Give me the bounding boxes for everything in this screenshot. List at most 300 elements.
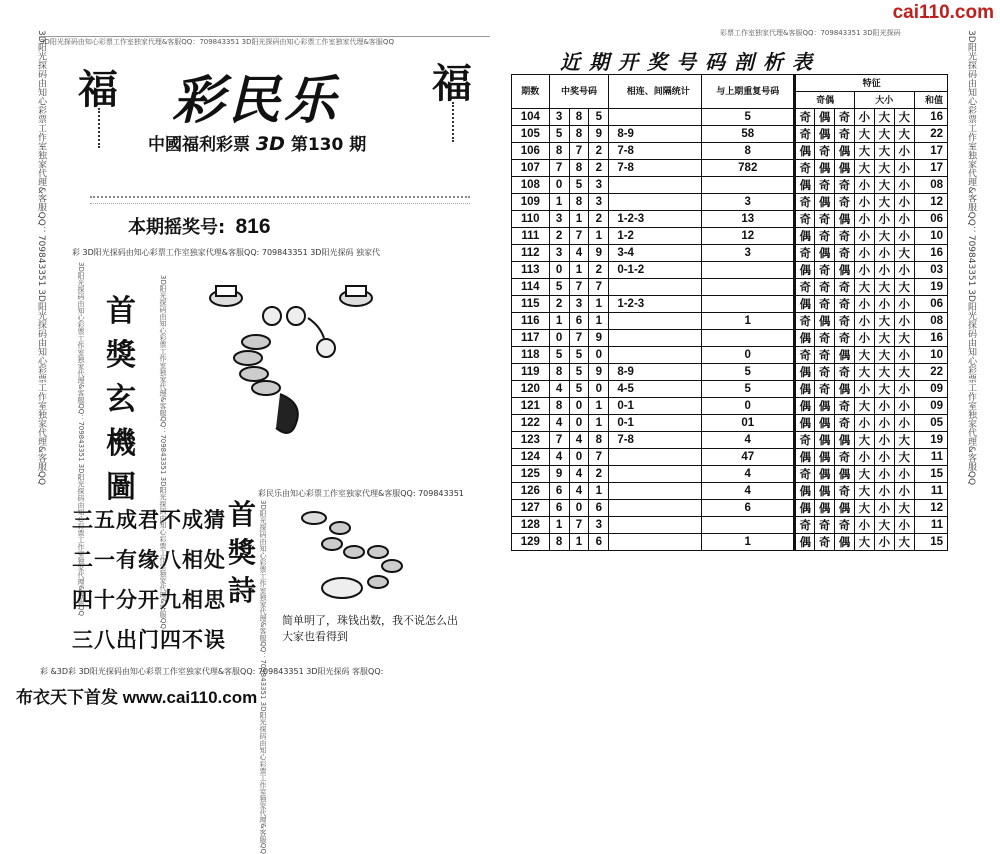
period-cell: 118 [512, 347, 550, 364]
period-cell: 108 [512, 177, 550, 194]
odd-even-cell: 奇 [835, 398, 855, 415]
repeat-cell [702, 177, 795, 194]
big-small-cell: 大 [894, 245, 914, 262]
odd-even-cell: 偶 [815, 398, 835, 415]
period-cell: 110 [512, 211, 550, 228]
big-small-cell: 小 [854, 262, 874, 279]
table-row [512, 262, 948, 279]
draw-analysis-table [511, 74, 948, 551]
poem-note: 简单明了，珠钱出数，我不说怎么出大家也看得到 [282, 614, 458, 643]
sum-cell: 17 [914, 143, 947, 160]
table-row [512, 296, 948, 313]
odd-even-cell: 偶 [815, 160, 835, 177]
big-small-cell: 小 [854, 330, 874, 347]
ad-line-mid: 彩 3D阳光探码由知心彩票工作室独家代理&客服QQ: 709843351 3D阳光探码 独家代 [72, 248, 381, 257]
period-cell: 104 [512, 109, 550, 126]
number-digit-cell: 7 [549, 432, 569, 449]
big-small-cell: 小 [894, 517, 914, 534]
col-features-header: 特征 [795, 75, 948, 92]
big-small-cell: 小 [894, 398, 914, 415]
number-digit-cell: 0 [549, 262, 569, 279]
number-digit-cell: 4 [549, 449, 569, 466]
big-small-cell: 大 [874, 177, 894, 194]
sum-cell: 06 [914, 296, 947, 313]
odd-even-cell: 奇 [835, 279, 855, 296]
number-digit-cell: 1 [589, 398, 609, 415]
big-small-cell: 小 [894, 160, 914, 177]
odd-even-cell: 偶 [795, 262, 815, 279]
big-small-cell: 大 [854, 534, 874, 551]
big-small-cell: 大 [894, 330, 914, 347]
odd-even-cell: 偶 [835, 534, 855, 551]
big-small-cell: 小 [854, 109, 874, 126]
number-digit-cell: 4 [569, 483, 589, 500]
odd-even-cell: 偶 [795, 364, 815, 381]
table-row [512, 517, 948, 534]
consecutive-cell [609, 313, 702, 330]
divider-dotted [90, 196, 470, 204]
odd-even-cell: 偶 [835, 160, 855, 177]
period-cell: 109 [512, 194, 550, 211]
draw-label: 本期摇奖号: [128, 217, 226, 238]
big-small-cell: 大 [854, 398, 874, 415]
big-small-cell: 小 [854, 177, 874, 194]
number-digit-cell: 4 [569, 432, 589, 449]
number-digit-cell: 0 [569, 398, 589, 415]
odd-even-cell: 奇 [835, 330, 855, 347]
odd-even-cell: 奇 [795, 160, 815, 177]
number-digit-cell: 1 [589, 415, 609, 432]
poem-vertical-ad: 3D阳光探码由知心彩票工作室独家代理&客服QQ：709843351 3D阳光探码由知心彩票工作室独家代理&客服QQ [259, 500, 267, 854]
table-row [512, 126, 948, 143]
big-small-cell: 小 [894, 143, 914, 160]
big-small-cell: 大 [894, 449, 914, 466]
odd-even-cell: 偶 [795, 398, 815, 415]
big-small-cell: 小 [894, 415, 914, 432]
table-row [512, 109, 948, 126]
consecutive-cell [609, 347, 702, 364]
repeat-cell: 12 [702, 228, 795, 245]
odd-even-cell: 偶 [815, 483, 835, 500]
big-small-cell: 小 [854, 228, 874, 245]
odd-even-cell: 偶 [815, 313, 835, 330]
fu-character-left: 福 [78, 66, 118, 113]
number-digit-cell: 1 [589, 296, 609, 313]
sum-cell: 08 [914, 177, 947, 194]
odd-even-cell: 奇 [795, 211, 815, 228]
period-cell: 114 [512, 279, 550, 296]
big-small-cell: 大 [894, 279, 914, 296]
sum-cell: 12 [914, 500, 947, 517]
col-big-small-header: 大小 [854, 92, 914, 109]
big-small-cell: 小 [854, 194, 874, 211]
odd-even-cell: 偶 [795, 483, 815, 500]
table-row [512, 398, 948, 415]
consecutive-cell: 1-2-3 [609, 296, 702, 313]
consecutive-cell [609, 534, 702, 551]
number-digit-cell: 8 [589, 432, 609, 449]
number-digit-cell: 8 [549, 398, 569, 415]
period-cell: 122 [512, 415, 550, 432]
number-digit-cell: 5 [569, 364, 589, 381]
repeat-cell: 3 [702, 194, 795, 211]
odd-even-cell: 偶 [815, 500, 835, 517]
big-small-cell: 小 [894, 296, 914, 313]
repeat-cell [702, 262, 795, 279]
big-small-cell: 小 [894, 177, 914, 194]
odd-even-cell: 偶 [795, 381, 815, 398]
odd-even-cell: 奇 [815, 279, 835, 296]
number-digit-cell: 6 [569, 313, 589, 330]
number-digit-cell: 6 [589, 500, 609, 517]
number-digit-cell: 2 [589, 160, 609, 177]
big-small-cell: 大 [854, 466, 874, 483]
number-digit-cell: 3 [589, 517, 609, 534]
sum-cell: 19 [914, 279, 947, 296]
period-cell: 123 [512, 432, 550, 449]
table-row [512, 449, 948, 466]
odd-even-cell: 奇 [795, 432, 815, 449]
sum-cell: 08 [914, 313, 947, 330]
table-row [512, 534, 948, 551]
odd-even-cell: 偶 [795, 415, 815, 432]
odd-even-cell: 偶 [795, 228, 815, 245]
number-digit-cell: 0 [569, 449, 589, 466]
sum-cell: 11 [914, 483, 947, 500]
repeat-cell [702, 296, 795, 313]
big-small-cell: 小 [854, 517, 874, 534]
period-cell: 120 [512, 381, 550, 398]
big-small-cell: 小 [874, 262, 894, 279]
number-digit-cell: 1 [569, 534, 589, 551]
number-digit-cell: 3 [589, 194, 609, 211]
number-digit-cell: 3 [589, 177, 609, 194]
big-small-cell: 大 [874, 143, 894, 160]
consecutive-cell [609, 466, 702, 483]
number-digit-cell: 7 [569, 279, 589, 296]
big-small-cell: 大 [894, 500, 914, 517]
number-digit-cell: 5 [569, 347, 589, 364]
poem-title: 首 獎 詩 [228, 498, 257, 607]
sum-cell: 17 [914, 160, 947, 177]
big-small-cell: 大 [874, 160, 894, 177]
big-small-cell: 大 [874, 279, 894, 296]
consecutive-cell: 3-4 [609, 245, 702, 262]
odd-even-cell: 奇 [835, 109, 855, 126]
number-digit-cell: 3 [549, 245, 569, 262]
big-small-cell: 小 [854, 415, 874, 432]
big-small-cell: 小 [874, 483, 894, 500]
right-ad-strip: 3D阳光探码由知心彩票工作室独家代理&客服QQ：709843351 3D阳光探码由知心彩票工作室独家代理&客服QQ [966, 30, 976, 486]
poem-line: 三五成君不成猜 [72, 508, 226, 532]
table-row [512, 245, 948, 262]
big-small-cell: 小 [894, 262, 914, 279]
odd-even-cell: 奇 [835, 415, 855, 432]
number-digit-cell: 0 [569, 415, 589, 432]
col-number-header: 中奖号码 [549, 75, 609, 109]
big-small-cell: 小 [854, 381, 874, 398]
period-cell: 124 [512, 449, 550, 466]
number-digit-cell: 1 [569, 211, 589, 228]
sum-cell: 12 [914, 194, 947, 211]
sum-cell: 06 [914, 211, 947, 228]
consecutive-cell [609, 500, 702, 517]
big-small-cell: 小 [894, 313, 914, 330]
period-cell: 126 [512, 483, 550, 500]
odd-even-cell: 奇 [835, 483, 855, 500]
subtitle-game: 3D [255, 133, 285, 155]
puzzle-figure-icon [196, 278, 466, 458]
number-digit-cell: 4 [569, 466, 589, 483]
odd-even-cell: 偶 [835, 466, 855, 483]
consecutive-cell: 1-2 [609, 228, 702, 245]
repeat-cell [702, 330, 795, 347]
odd-even-cell: 奇 [835, 449, 855, 466]
odd-even-cell: 奇 [795, 279, 815, 296]
number-digit-cell: 1 [589, 313, 609, 330]
number-digit-cell: 6 [549, 500, 569, 517]
consecutive-cell: 4-5 [609, 381, 702, 398]
number-digit-cell: 7 [569, 330, 589, 347]
repeat-cell: 1 [702, 534, 795, 551]
odd-even-cell: 偶 [835, 262, 855, 279]
number-digit-cell: 1 [589, 483, 609, 500]
repeat-cell: 6 [702, 500, 795, 517]
big-small-cell: 大 [854, 160, 874, 177]
period-cell: 129 [512, 534, 550, 551]
repeat-cell: 8 [702, 143, 795, 160]
odd-even-cell: 奇 [795, 126, 815, 143]
table-row [512, 432, 948, 449]
big-small-cell: 小 [874, 211, 894, 228]
odd-even-cell: 奇 [835, 177, 855, 194]
repeat-cell: 4 [702, 483, 795, 500]
odd-even-cell: 偶 [835, 432, 855, 449]
number-digit-cell: 8 [549, 534, 569, 551]
odd-even-cell: 奇 [815, 517, 835, 534]
table-row [512, 177, 948, 194]
number-digit-cell: 5 [589, 109, 609, 126]
number-digit-cell: 3 [549, 211, 569, 228]
draw-result [128, 213, 271, 239]
odd-even-cell: 偶 [795, 330, 815, 347]
number-digit-cell: 7 [569, 143, 589, 160]
issue-subtitle [148, 130, 366, 155]
table-row [512, 194, 948, 211]
repeat-cell: 4 [702, 466, 795, 483]
puzzle-title: 首 獎 玄 機 圖 [106, 294, 136, 505]
repeat-cell: 1 [702, 313, 795, 330]
odd-even-cell: 偶 [835, 143, 855, 160]
big-small-cell: 大 [854, 126, 874, 143]
big-small-cell: 大 [874, 381, 894, 398]
sum-cell: 10 [914, 347, 947, 364]
number-digit-cell: 8 [549, 143, 569, 160]
number-digit-cell: 5 [569, 381, 589, 398]
sum-cell: 22 [914, 364, 947, 381]
table-row [512, 313, 948, 330]
number-digit-cell: 0 [549, 177, 569, 194]
consecutive-cell: 0-1-2 [609, 262, 702, 279]
big-small-cell: 大 [874, 109, 894, 126]
big-small-cell: 大 [854, 364, 874, 381]
top-ad-strip: 3D阳光探码由知心彩票工作室独家代理&客服QQ：709843351 3D阳光探码由知心彩票工作室独家代理&客服QQ [40, 36, 490, 46]
odd-even-cell: 奇 [815, 177, 835, 194]
number-digit-cell: 3 [569, 296, 589, 313]
big-small-cell: 小 [894, 211, 914, 228]
consecutive-cell [609, 449, 702, 466]
period-cell: 112 [512, 245, 550, 262]
number-digit-cell: 0 [549, 330, 569, 347]
sum-cell: 11 [914, 517, 947, 534]
number-digit-cell: 5 [569, 177, 589, 194]
number-digit-cell: 1 [569, 262, 589, 279]
odd-even-cell: 偶 [835, 381, 855, 398]
odd-even-cell: 偶 [835, 211, 855, 228]
table-row [512, 500, 948, 517]
consecutive-cell: 8-9 [609, 126, 702, 143]
period-cell: 128 [512, 517, 550, 534]
repeat-cell: 0 [702, 347, 795, 364]
number-digit-cell: 4 [569, 245, 589, 262]
odd-even-cell: 偶 [815, 126, 835, 143]
sum-cell: 16 [914, 109, 947, 126]
number-digit-cell: 8 [569, 194, 589, 211]
big-small-cell: 小 [894, 228, 914, 245]
odd-even-cell: 奇 [815, 262, 835, 279]
number-digit-cell: 8 [549, 364, 569, 381]
number-digit-cell: 7 [569, 228, 589, 245]
big-small-cell: 小 [854, 245, 874, 262]
consecutive-cell [609, 194, 702, 211]
big-small-cell: 大 [874, 347, 894, 364]
odd-even-cell: 偶 [815, 449, 835, 466]
number-digit-cell: 6 [589, 534, 609, 551]
sum-cell: 10 [914, 228, 947, 245]
period-cell: 117 [512, 330, 550, 347]
table-row [512, 211, 948, 228]
big-small-cell: 大 [854, 483, 874, 500]
table-row [512, 381, 948, 398]
big-small-cell: 大 [854, 143, 874, 160]
consecutive-cell [609, 109, 702, 126]
tassel-left-icon [98, 108, 104, 148]
big-small-cell: 小 [854, 211, 874, 228]
big-small-cell: 大 [894, 109, 914, 126]
number-digit-cell: 4 [549, 415, 569, 432]
odd-even-cell: 奇 [835, 313, 855, 330]
big-small-cell: 大 [854, 432, 874, 449]
repeat-cell: 5 [702, 109, 795, 126]
subtitle-period: 第130 期 [290, 135, 367, 155]
repeat-cell: 13 [702, 211, 795, 228]
repeat-cell: 5 [702, 364, 795, 381]
subtitle-prefix: 中國福利彩票 [148, 135, 250, 155]
puzzle-vertical-ad: 3D阳光探码由知心彩票工作室独家代理&客服QQ：709843351 3D阳光探码由知心彩票工作室独家代理&客服QQ [77, 262, 85, 616]
consecutive-cell [609, 483, 702, 500]
number-digit-cell: 8 [569, 109, 589, 126]
repeat-cell [702, 279, 795, 296]
number-digit-cell: 1 [589, 228, 609, 245]
odd-even-cell: 偶 [795, 296, 815, 313]
odd-even-cell: 偶 [815, 415, 835, 432]
odd-even-cell: 奇 [815, 296, 835, 313]
number-digit-cell: 2 [549, 296, 569, 313]
big-small-cell: 小 [854, 449, 874, 466]
big-small-cell: 大 [894, 534, 914, 551]
consecutive-cell [609, 330, 702, 347]
odd-even-cell: 奇 [835, 194, 855, 211]
poem-figure-icon [296, 504, 426, 614]
odd-even-cell: 偶 [795, 449, 815, 466]
table-row [512, 228, 948, 245]
poem-line: 四十分开九相思 [72, 588, 226, 612]
ad-line-bottom: 彩 &3D彩 3D阳光探码由知心彩票工作室独家代理&客服QQ: 709843351 3D阳光探码 客服QQ: [40, 667, 384, 676]
number-digit-cell: 2 [589, 466, 609, 483]
table-row [512, 347, 948, 364]
sum-cell: 09 [914, 398, 947, 415]
big-small-cell: 大 [854, 500, 874, 517]
big-small-cell: 小 [874, 534, 894, 551]
odd-even-cell: 奇 [795, 194, 815, 211]
consecutive-cell: 8-9 [609, 364, 702, 381]
big-small-cell: 大 [874, 313, 894, 330]
repeat-cell: 782 [702, 160, 795, 177]
sum-cell: 15 [914, 534, 947, 551]
odd-even-cell: 奇 [795, 313, 815, 330]
big-small-cell: 小 [874, 500, 894, 517]
period-cell: 116 [512, 313, 550, 330]
poem-line: 二一有缘八相处 [72, 548, 226, 572]
number-digit-cell: 8 [569, 160, 589, 177]
table-row [512, 279, 948, 296]
number-digit-cell: 0 [569, 500, 589, 517]
big-small-cell: 小 [874, 296, 894, 313]
big-small-cell: 大 [874, 517, 894, 534]
puzzle-vertical-ad-inner: 3D阳光探码由知心彩票工作室独家代理&客服QQ：709843351 3D阳光探码由知心彩票工作室独家代理&客服QQ [159, 275, 167, 629]
number-digit-cell: 0 [589, 347, 609, 364]
odd-even-cell: 偶 [815, 109, 835, 126]
odd-even-cell: 偶 [835, 347, 855, 364]
consecutive-cell: 0-1 [609, 398, 702, 415]
big-small-cell: 大 [894, 126, 914, 143]
draw-number: 816 [235, 215, 271, 238]
odd-even-cell: 奇 [815, 381, 835, 398]
odd-even-cell: 奇 [835, 228, 855, 245]
odd-even-cell: 偶 [795, 534, 815, 551]
number-digit-cell: 7 [549, 160, 569, 177]
repeat-cell: 47 [702, 449, 795, 466]
number-digit-cell: 7 [569, 517, 589, 534]
consecutive-cell: 7-8 [609, 160, 702, 177]
number-digit-cell: 9 [589, 330, 609, 347]
repeat-cell: 0 [702, 398, 795, 415]
odd-even-cell: 奇 [815, 347, 835, 364]
repeat-cell: 5 [702, 381, 795, 398]
site-watermark: cai110.com [892, 2, 994, 23]
odd-even-cell: 奇 [815, 211, 835, 228]
tassel-right-icon [452, 102, 458, 142]
big-small-cell: 小 [894, 381, 914, 398]
odd-even-cell: 奇 [795, 466, 815, 483]
number-digit-cell: 2 [589, 262, 609, 279]
big-small-cell: 大 [874, 330, 894, 347]
odd-even-cell: 奇 [835, 126, 855, 143]
sum-cell: 22 [914, 126, 947, 143]
number-digit-cell: 5 [549, 347, 569, 364]
consecutive-cell: 7-8 [609, 432, 702, 449]
odd-even-cell: 奇 [795, 245, 815, 262]
